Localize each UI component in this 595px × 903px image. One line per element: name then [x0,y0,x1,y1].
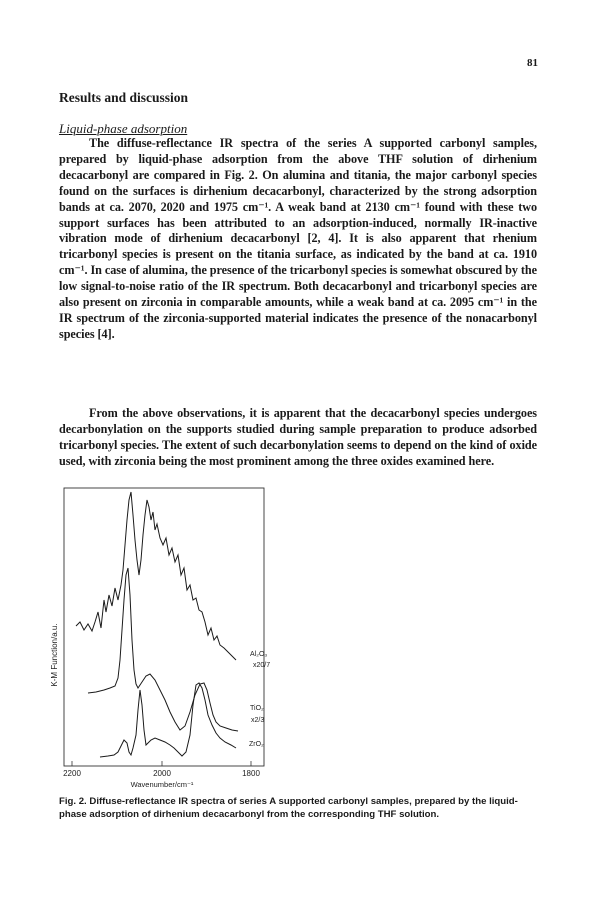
y-axis-label: K-M Function/a.u. [50,623,59,687]
ir-spectra-figure [0,470,595,800]
series-label-zro2: ZrO₂ [249,741,264,748]
paragraph-1: The diffuse-reflectance IR spectra of the series A supported carbonyl samples, prepared by liquid-phase adsorption from the above THF solution of dirhenium decacarbonyl are compared in Fig. 2. On alumina and titania, the major carbonyl species found on the surfaces is dirhenium decacarbonyl, characterized by the strong adsorption bands at ca. 2070, 2020 and 1975 cm⁻¹. A weak band at 2130 cm⁻¹ found with these two support surfaces has been attributed to an adsorption-induced, normally IR-inactive vibration mode of dirhenium decacarbonyl [2, 4]. It is also apparent that rhenium tricarbonyl species is present on the titania surface, as indicated by the band at ca. 1910 cm⁻¹. In case of alumina, the presence of the tricarbonyl species is somewhat obscured by the low signal-to-noise ratio of the IR spectrum. Both decacarbonyl and tricarbonyl species are also present on zirconia in comparable amounts, while a weak band at ca. 2095 cm⁻¹ in the IR spectrum of the zirconia-supported material indicates the presence of the nonacarbonyl species [4]. [59,136,537,341]
caption-text: Diffuse-reflectance IR spectra of series A supported carbonyl samples, prepared by the liquid-phase adsorption of dirhenium decacarbonyl from the corresponding THF solution. [59,796,518,820]
spectrum-tio2 [88,568,238,731]
caption-label: Fig. 2. [59,796,87,807]
plot-frame [64,488,264,766]
subsection-heading: Liquid-phase adsorption [59,121,188,136]
series-label-tio2: TiO₂ [250,705,264,712]
x-tick-label-1800: 1800 [242,769,260,778]
series-scale-tio2: x2/3 [251,717,265,724]
x-tick-label-2000: 2000 [153,769,171,778]
section-heading: Results and discussion [59,90,189,105]
page-number: 81 [527,57,538,69]
figure-caption [59,795,537,821]
paragraph-2: From the above observations, it is apparent that the decacarbonyl species undergoes decarbonylation on the supports studied during sample preparation to produce adsorbed tricarbonyl species. The extent of such decarbonylation seems to depend on the kind of oxide used, with zirconia being the most prominent among the three oxides examined here. [59,406,537,468]
series-label-al2o3: Al₂O₃ [250,651,268,658]
spectrum-al2o3 [76,492,236,660]
series-scale-al2o3: x20/7 [253,662,271,669]
x-axis-label: Wavenumber/cm⁻¹ [130,780,194,789]
x-tick-label-2200: 2200 [63,769,81,778]
